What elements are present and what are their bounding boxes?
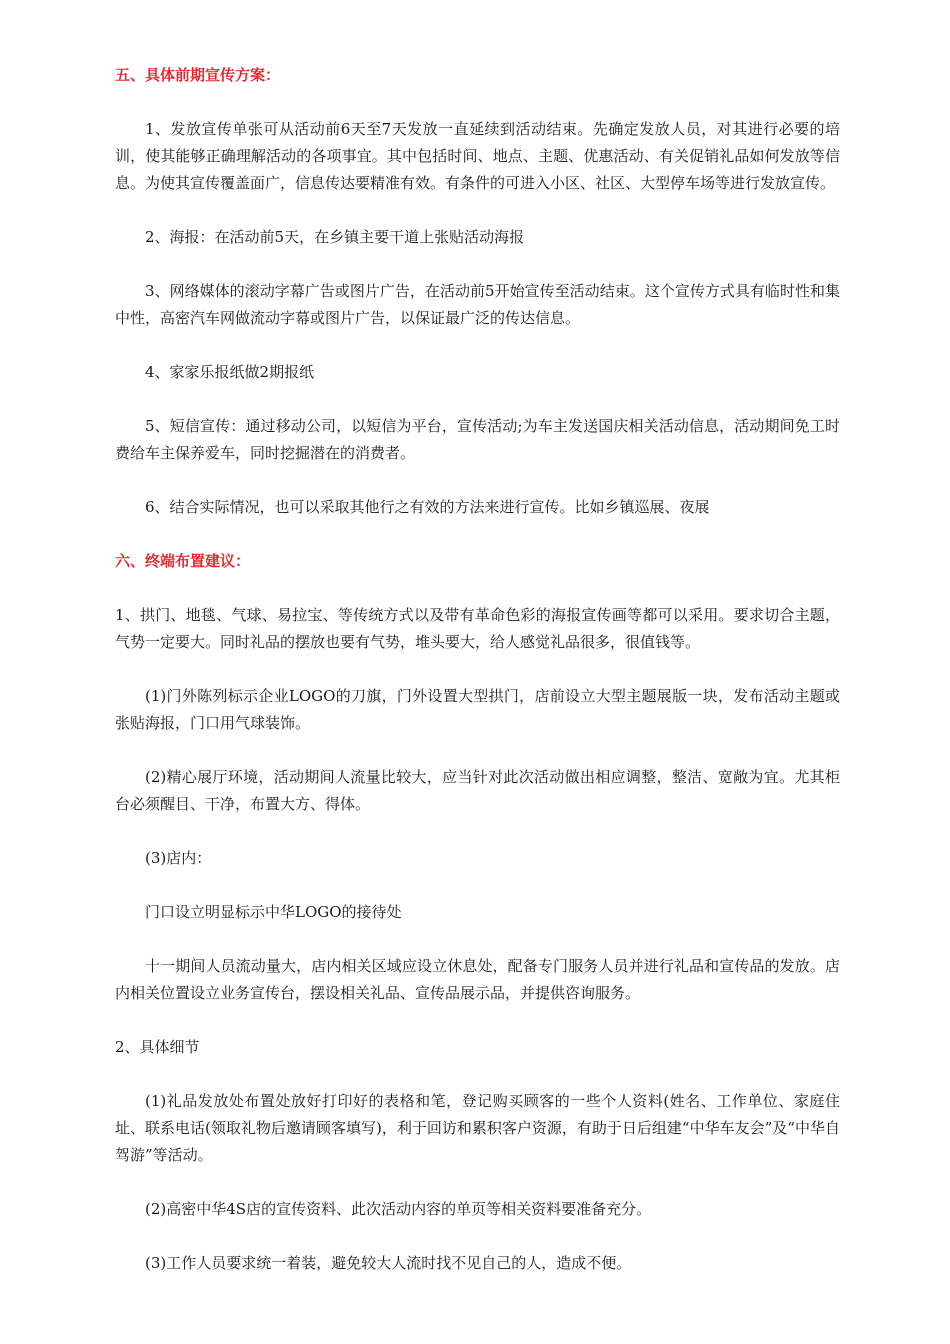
section-six-heading: 六、终端布置建议： xyxy=(115,552,251,570)
section-six-detail-heading: 2、具体细节 xyxy=(115,1038,200,1056)
section-five-paragraph-2: 2、海报：在活动前5天，在乡镇主要干道上张贴活动海报 xyxy=(145,228,525,246)
section-six-intro: 1、拱门、地毯、气球、易拉宝、等传统方式以及带有革命色彩的海报宣传画等都可以采用。要求切合主题，气势一定要大。同时礼品的摆放也要有气势，堆头要大，给人感觉礼品很多，很值钱等。 xyxy=(115,606,840,651)
section-six-item-4: 门口设立明显标示中华LOGO的接待处 xyxy=(145,903,402,921)
section-five-paragraph-5: 5、短信宣传：通过移动公司，以短信为平台，宣传活动;为车主发送国庆相关活动信息，活动期间免工时费给车主保养爱车，同时挖掘潜在的消费者。 xyxy=(115,417,840,462)
section-five-paragraph-6: 6、结合实际情况，也可以采取其他行之有效的方法来进行宣传。比如乡镇巡展、夜展 xyxy=(145,498,710,516)
section-six-detail-2: (2)高密中华4S店的宣传资料、此次活动内容的单页等相关资料要准备充分。 xyxy=(145,1200,652,1218)
section-five-paragraph-3: 3、网络媒体的滚动字幕广告或图片广告，在活动前5开始宣传至活动结束。这个宣传方式具有临时性和集中性，高密汽车网做流动字幕或图片广告，以保证最广泛的传达信息。 xyxy=(115,282,840,327)
document-page xyxy=(115,62,840,1277)
section-five-paragraph-4: 4、家家乐报纸做2期报纸 xyxy=(145,363,315,381)
section-six-item-3: (3)店内： xyxy=(145,849,212,867)
section-six-item-5: 十一期间人员流动量大，店内相关区域应设立休息处，配备专门服务人员并进行礼品和宣传品的发放。店内相关位置设立业务宣传台，摆设相关礼品、宣传品展示品，并提供咨询服务。 xyxy=(115,957,840,1002)
section-six-item-2: (2)精心展厅环境，活动期间人流量比较大，应当针对此次活动做出相应调整，整洁、宽敞为宜。尤其柜台必须醒目、干净，布置大方、得体。 xyxy=(115,768,840,813)
section-six-item-1: (1)门外陈列标示企业LOGO的刀旗，门外设置大型拱门，店前设立大型主题展版一块，发布活动主题或张贴海报，门口用气球装饰。 xyxy=(115,687,840,732)
section-six-detail-1: (1)礼品发放处布置处放好打印好的表格和笔，登记购买顾客的一些个人资料(姓名、工作单位、家庭住址、联系电话(领取礼物后邀请顾客填写)，利于回访和累积客户资源，有助于日后组建“中华车友会”及“中华自驾游”等活动。 xyxy=(115,1092,840,1164)
section-five-paragraph-1: 1、发放宣传单张可从活动前6天至7天发放一直延续到活动结束。先确定发放人员，对其进行必要的培训，使其能够正确理解活动的各项事宜。其中包括时间、地点、主题、优惠活动、有关促销礼品如何发放等信息。为使其宣传覆盖面广，信息传达要精准有效。有条件的可进入小区、社区、大型停车场等进行发放宣传。 xyxy=(115,120,840,192)
section-five-heading: 五、具体前期宣传方案： xyxy=(115,66,281,84)
section-six-detail-3: (3)工作人员要求统一着装，避免较大人流时找不见自己的人，造成不便。 xyxy=(145,1254,632,1272)
